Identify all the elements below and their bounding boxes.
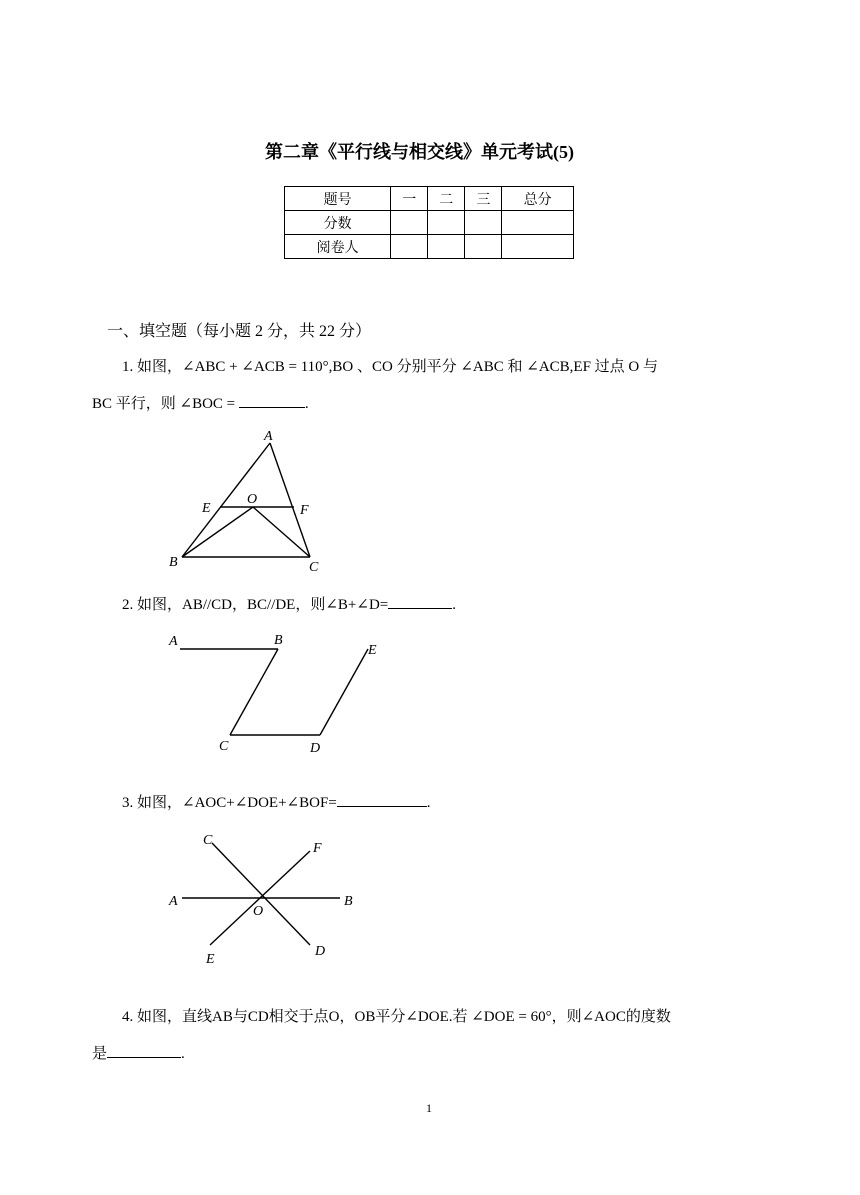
- label-f: F: [313, 841, 322, 856]
- label-e: E: [206, 952, 215, 967]
- table-cell[interactable]: [391, 211, 428, 235]
- table-cell[interactable]: [502, 235, 574, 259]
- table-cell: 总分: [502, 187, 574, 211]
- page-number: 1: [426, 1101, 432, 1115]
- question-1-prompt: BC 平行，则 ∠BOC =: [92, 396, 236, 412]
- label-d: D: [310, 741, 321, 756]
- label-a: A: [169, 634, 178, 649]
- label-o: O: [247, 492, 258, 507]
- segment-bo: [182, 507, 253, 557]
- period: .: [304, 396, 309, 412]
- question-3-text: [122, 791, 431, 812]
- table-cell[interactable]: [465, 235, 502, 259]
- label-a: A: [264, 429, 273, 444]
- table-cell[interactable]: [391, 235, 428, 259]
- period: .: [181, 1046, 185, 1062]
- period: .: [426, 795, 431, 811]
- period: .: [452, 597, 456, 613]
- figure-2-zigzag: [160, 625, 390, 760]
- section-heading: 一、填空题（每小题 2 分，共 22 分）: [107, 323, 372, 340]
- question-4-text-line2: [92, 1042, 185, 1063]
- figure-1-triangle: [160, 425, 340, 575]
- table-cell[interactable]: [465, 211, 502, 235]
- label-b: B: [169, 555, 178, 570]
- label-c: C: [203, 833, 213, 848]
- question-4-text: 4. 如图，直线AB与CD相交于点O，OB平分∠DOE.若 ∠DOE = 60°，则∠AOC的度数: [122, 1009, 671, 1025]
- label-c: C: [309, 560, 319, 575]
- table-cell: 阅卷人: [285, 235, 391, 259]
- label-e: E: [202, 501, 211, 516]
- question-2-text: [122, 593, 456, 614]
- table-cell[interactable]: [428, 211, 465, 235]
- label-o: O: [253, 904, 264, 919]
- question-1-text: 1. 如图，∠ABC + ∠ACB = 110°,BO 、CO 分别平分 ∠ABC 和 ∠ACB,EF 过点 O 与: [122, 359, 659, 375]
- question-4-prompt: 是: [92, 1046, 108, 1062]
- page-title: 第二章《平行线与相交线》单元考试(5): [265, 142, 574, 162]
- table-cell: 题号: [285, 187, 391, 211]
- question-3-prompt: 3. 如图，∠AOC+∠DOE+∠BOF=: [122, 795, 337, 811]
- segment-de: [320, 649, 368, 735]
- segment-bc: [230, 649, 278, 735]
- label-e: E: [368, 643, 377, 658]
- table-row: [285, 235, 574, 259]
- label-b: B: [344, 894, 353, 909]
- table-row: [285, 187, 574, 211]
- answer-blank-1[interactable]: [239, 407, 305, 408]
- question-2-prompt: 2. 如图，AB//CD，BC//DE，则∠B+∠D=: [122, 597, 389, 613]
- table-cell: 二: [428, 187, 465, 211]
- table-cell[interactable]: [428, 235, 465, 259]
- answer-blank-2[interactable]: [388, 608, 452, 609]
- question-1-text-line2: [92, 392, 309, 413]
- table-cell: 分数: [285, 211, 391, 235]
- table-cell[interactable]: [502, 211, 574, 235]
- table-cell: 一: [391, 187, 428, 211]
- label-c: C: [219, 739, 229, 754]
- label-d: D: [315, 944, 326, 959]
- score-table: [284, 186, 574, 259]
- answer-blank-4[interactable]: [107, 1057, 181, 1058]
- label-b: B: [274, 633, 283, 648]
- figure-3-intersecting-lines: [160, 825, 360, 970]
- label-f: F: [300, 503, 309, 518]
- answer-blank-3[interactable]: [337, 806, 427, 807]
- label-a: A: [169, 894, 178, 909]
- table-row: [285, 211, 574, 235]
- table-cell: 三: [465, 187, 502, 211]
